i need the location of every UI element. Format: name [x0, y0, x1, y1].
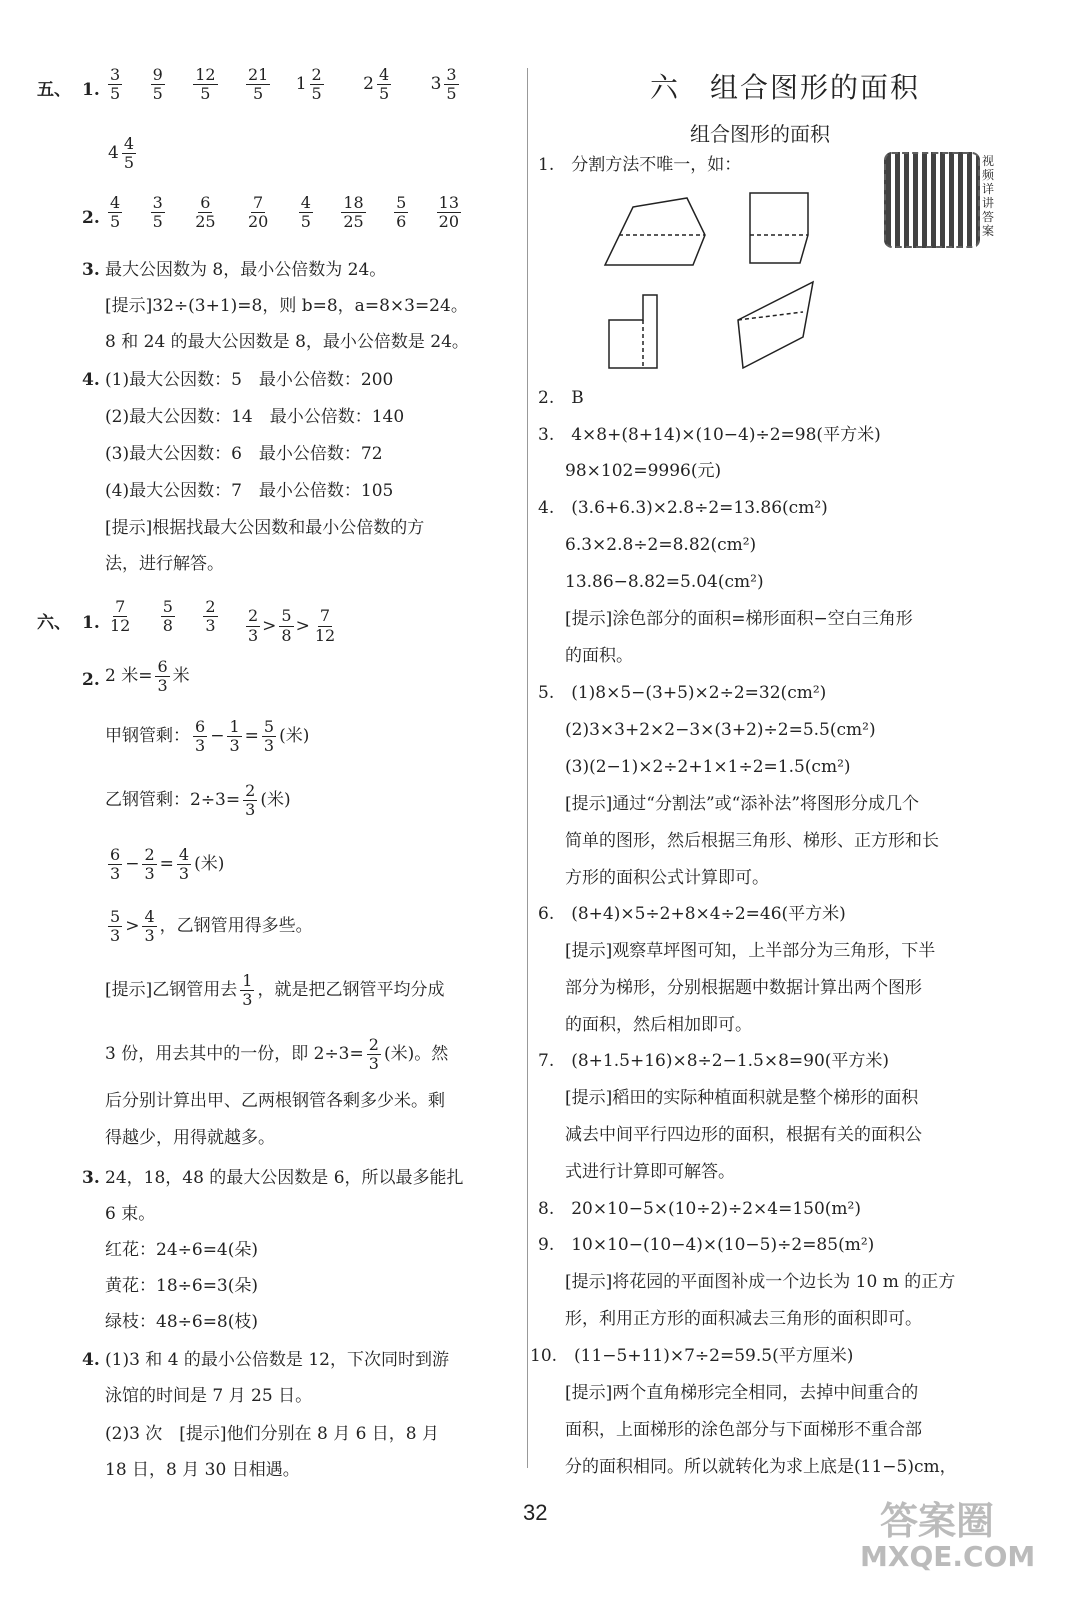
hint-line: 8 和 24 的最大公因数是 8，最小公倍数是 24。: [105, 332, 469, 352]
hint-line: 3 份，用去其中的一份，即 2÷3= $\frac{2}{3}$ (米)。然: [105, 1035, 449, 1074]
answer-line: 10. (11−5+11)×7÷2=59.5(平方厘米): [530, 1346, 854, 1366]
answer-line: (4)最大公因数：7 最小公倍数：105: [105, 481, 394, 501]
answer-line: 13.86−8.82=5.04(cm²): [565, 572, 764, 592]
q-number: 3.: [82, 260, 100, 280]
hint-line: 分的面积相同。所以就转化为求上底是(11−5)cm，: [565, 1457, 957, 1477]
answer-line: (2)最大公因数：14 最小公倍数：140: [105, 407, 405, 427]
answer-line: 24，18，48 的最大公因数是 6，所以最多能扎: [105, 1168, 464, 1188]
page-number: 32: [523, 1500, 548, 1525]
answer-line: (1)最大公因数：5 最小公倍数：200: [105, 370, 394, 390]
answer-line: 18 日，8 月 30 日相遇。: [105, 1460, 300, 1480]
mixed-number: 3 $\frac{3}{5}$: [430, 65, 457, 104]
answer-line: 泳馆的时间是 7 月 25 日。: [105, 1386, 313, 1406]
chapter-title: 六 组合图形的面积: [650, 71, 921, 104]
hint-line: [提示]涂色部分的面积=梯形面积−空白三角形: [565, 609, 913, 629]
hint-line: 得越少，用得就越多。: [105, 1128, 275, 1148]
answer-line: 2 米= $\frac{6}{3}$ 米: [105, 657, 190, 696]
answer-line: (3)(2−1)×2÷2+1×1÷2=1.5(cm²): [565, 757, 851, 777]
hint-line: 的面积，然后相加即可。: [565, 1015, 752, 1035]
answer-line: 4. (3.6+6.3)×2.8÷2=13.86(cm²): [538, 498, 828, 518]
hint-line: 的面积。: [565, 646, 633, 666]
answer-line: 6. (8+4)×5÷2+8×4÷2=46(平方米): [538, 904, 846, 924]
section-5-label: 五、: [37, 80, 71, 100]
hint-line: 法，进行解答。: [105, 554, 224, 574]
hint-line: [提示]观察草坪图可知，上半部分为三角形，下半: [565, 941, 936, 961]
shape-pentagon: [605, 198, 705, 265]
answer-line: 6.3×2.8÷2=8.82(cm²): [565, 535, 757, 555]
answer-line: 2. B: [538, 388, 584, 408]
answer-line: 7. (8+1.5+16)×8÷2−1.5×8=90(平方米): [538, 1051, 890, 1071]
hint-line: [提示]稻田的实际种植面积就是整个梯形的面积: [565, 1088, 919, 1108]
q-number: 2.: [82, 670, 100, 690]
section-6-label: 六、: [37, 613, 71, 633]
q-number: 1.: [82, 80, 100, 100]
hint-line: 形，利用正方形的面积减去三角形的面积即可。: [565, 1309, 922, 1329]
q-number: 2.: [82, 208, 100, 228]
qr-code-icon[interactable]: [884, 152, 980, 248]
answer-line: 98×102=9996(元): [565, 461, 722, 481]
answer-line: (1)3 和 4 的最小公倍数是 12，下次同时到游: [105, 1350, 449, 1370]
answer-line: 5. (1)8×5−(3+5)×2÷2=32(cm²): [538, 683, 827, 703]
answer-line: $\frac{6}{3}$ − $\frac{2}{3}$ = $\frac{4}{3}$ (米): [110, 845, 225, 884]
answer-line: 9. 10×10−(10−4)×(10−5)÷2=85(m²): [538, 1235, 875, 1255]
fraction: $\frac{12}{5}$: [195, 65, 216, 104]
fraction: $\frac{9}{5}$: [152, 65, 163, 104]
answer-line: 1. 分割方法不唯一，如：: [538, 155, 742, 175]
hint-line: [提示]32÷(3+1)=8，则 b=8，a=8×3=24。: [105, 296, 468, 316]
answer-line: 甲钢管剩： $\frac{6}{3}$ − $\frac{1}{3}$ = $\frac{5}{3}$ (米): [105, 717, 310, 756]
hint-line: 减去中间平行四边形的面积，根据有关的面积公: [565, 1125, 922, 1145]
answer-line: 红花：24÷6=4(朵): [105, 1240, 259, 1260]
q-number: 3.: [82, 1168, 100, 1188]
answer-line: 绿枝：48÷6=8(枝): [105, 1312, 259, 1332]
mixed-number: 4 $\frac{4}{5}$: [108, 134, 135, 173]
answer-line: (2)3 次 [提示]他们分别在 8 月 6 日，8 月: [105, 1424, 440, 1444]
fraction-row: [105, 66, 493, 104]
shape-l-shape: [609, 295, 657, 368]
shape-trapezoid-rect: [750, 193, 808, 263]
watermark-url: MXQE.COM: [860, 1540, 1036, 1573]
hint-line: 简单的图形，然后根据三角形、梯形、正方形和长: [565, 831, 939, 851]
answer-line: 最大公因数为 8，最小公倍数为 24。: [105, 260, 387, 280]
answer-line: (2)3×3+2×2−3×(3+2)÷2=5.5(cm²): [565, 720, 876, 740]
hint-line: [提示]乙钢管用去 $\frac{1}{3}$ ，就是把乙钢管平均分成: [105, 971, 445, 1010]
fraction: $\frac{21}{5}$: [247, 65, 269, 104]
answer-line: 8. 20×10−5×(10÷2)÷2×4=150(m²): [538, 1199, 861, 1219]
answer-line: $\frac{5}{3}$ > $\frac{4}{3}$ ，乙钢管用得多些。: [110, 907, 313, 946]
composite-shapes-figure: [595, 185, 835, 380]
shape-quadrilateral: [738, 282, 813, 368]
q-number: 1.: [82, 613, 100, 633]
hint-line: 后分别计算出甲、乙两根钢管各剩多少米。剩: [105, 1091, 445, 1111]
q-number: 4.: [82, 370, 100, 390]
column-divider: [527, 68, 528, 1468]
hint-line: [提示]两个直角梯形完全相同，去掉中间重合的: [565, 1383, 919, 1403]
hint-line: 方形的面积公式计算即可。: [565, 868, 769, 888]
section-title: 组合图形的面积: [690, 122, 830, 146]
answer-line: 乙钢管剩：2÷3= $\frac{2}{3}$ (米): [105, 781, 291, 820]
q-number: 4.: [82, 1350, 100, 1370]
hint-line: 部分为梯形，分别根据题中数据计算出两个图形: [565, 978, 922, 998]
mixed-number: 2 $\frac{4}{5}$: [363, 65, 390, 104]
fraction-row: $\frac{4}{5}$ $\frac{3}{5}$ $\frac{6}{25}$ $\frac{7}{20}$ $\frac{4}{5}$ $\frac{18}{25}$ $\frac{5}{6}$ $\frac{13}{20}$: [110, 193, 460, 232]
qr-label: 视频详讲答案: [982, 154, 995, 238]
answer-line: 6 束。: [105, 1204, 156, 1224]
watermark-logo: 答案圈: [880, 1499, 995, 1543]
hint-line: [提示]通过“分割法”或“添补法”将图形分成几个: [565, 794, 920, 814]
fraction-row: $\frac{7}{12}$ $\frac{5}{8}$ $\frac{2}{3}$ $\frac{2}{3}$ > $\frac{5}{8}$ > $\frac{7}{12}$: [110, 597, 336, 645]
answer-line: 黄花：18÷6=3(朵): [105, 1276, 259, 1296]
hint-line: [提示]根据找最大公因数和最小公倍数的方: [105, 518, 425, 538]
answer-line: 3. 4×8+(8+14)×(10−4)÷2=98(平方米): [538, 425, 881, 445]
hint-line: 面积，上面梯形的涂色部分与下面梯形不重合部: [565, 1420, 922, 1440]
hint-line: [提示]将花园的平面图补成一个边长为 10 m 的正方: [565, 1272, 956, 1292]
mixed-number: 1 $\frac{2}{5}$: [295, 65, 322, 104]
hint-line: 式进行计算即可解答。: [565, 1162, 735, 1182]
answer-line: (3)最大公因数：6 最小公倍数：72: [105, 444, 383, 464]
fraction: $\frac{3}{5}$: [110, 65, 121, 104]
